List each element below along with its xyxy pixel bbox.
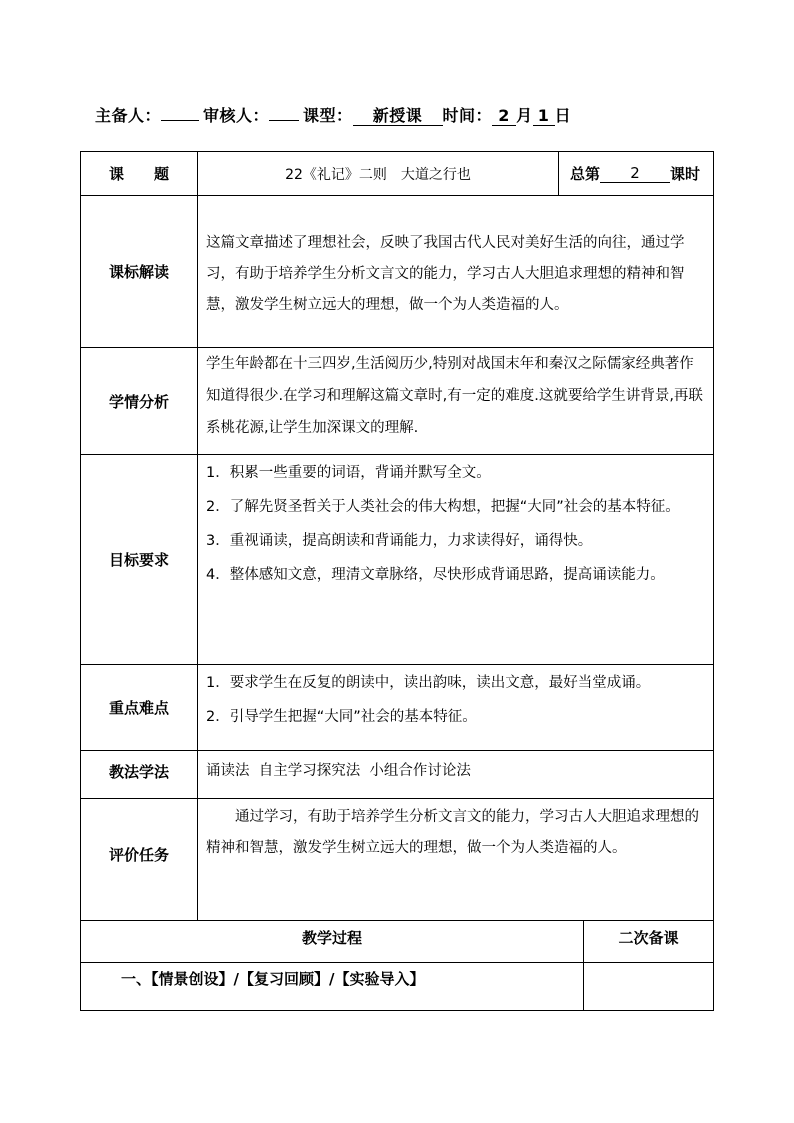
lesson-type-field[interactable]: 新授课 <box>353 107 443 126</box>
second-prep-cell[interactable] <box>584 963 713 1010</box>
time-label: 时间： <box>442 106 493 125</box>
key-point-item: 1．要求学生在反复的朗读中，读出韵味，读出文意，最好当堂成诵。 <box>206 675 651 691</box>
key-points-label: 重点难点 <box>108 699 169 717</box>
evaluation-label: 评价任务 <box>108 845 169 864</box>
preparer-field[interactable] <box>161 120 199 121</box>
total-lesson-field[interactable]: 2 <box>600 164 670 183</box>
goals-label: 目标要求 <box>108 551 169 569</box>
goal-item: 3．重视诵读，提高朗读和背诵能力，力求读得好，诵得快。 <box>206 533 593 549</box>
document-header <box>95 103 571 126</box>
day-field[interactable]: 1 <box>533 107 555 126</box>
total-prefix: 总第 <box>570 165 601 183</box>
month-label: 月 <box>516 106 533 125</box>
preparer-label: 主备人： <box>95 106 162 125</box>
topic-label: 课 题 <box>108 165 169 183</box>
standard-content <box>198 226 713 344</box>
topic-title: 22《礼记》二则 大道之行也 <box>285 166 471 183</box>
key-points-content <box>198 667 713 749</box>
first-step-heading: 一、【情景创设】/【复习回顾】/【实验导入】 <box>121 969 425 988</box>
goals-content <box>198 457 713 662</box>
goal-item: 2．了解先贤圣哲关于人类社会的伟大构想，把握“大同”社会的基本特征。 <box>206 499 680 515</box>
total-suffix: 课时 <box>670 165 701 183</box>
total-lesson-count <box>570 152 713 195</box>
students-label: 学情分析 <box>108 392 169 411</box>
process-header: 教学过程 <box>301 929 362 947</box>
standard-label: 课标解读 <box>108 263 169 281</box>
methods-text: 诵读法 自主学习探究法 小组合作讨论法 <box>206 763 471 779</box>
month-field[interactable]: 2 <box>492 107 516 126</box>
standard-text: 这篇文章描述了理想社会，反映了我国古代人民对美好生活的向往，通过学习，有助于培养学生分析文言文的能力，学习古人大胆追求理想的精神和智慧，激发学生树立远大的理想，做一个为人类造福的人。 <box>206 235 685 313</box>
second-prep-header: 二次备课 <box>618 929 679 947</box>
students-text: 学生年龄都在十三四岁,生活阅历少,特别对战国末年和秦汉之际儒家经典著作知道得很少.在学习和理解这篇文章时,有一定的难度.这就要给学生讲背景,再联系桃花源,让学生加深课文的理解. <box>206 356 703 436</box>
methods-label: 教法学法 <box>108 762 169 781</box>
students-content <box>198 346 713 452</box>
reviewer-label: 审核人： <box>203 106 270 125</box>
evaluation-text: 通过学习，有助于培养学生分析文言文的能力，学习古人大胆追求理想的精神和智慧，激发学生树立远大的理想，做一个为人类造福的人。 <box>206 809 699 856</box>
goal-item: 4．整体感知文意，理清文章脉络，尽快形成背诵思路，提高诵读能力。 <box>206 567 665 583</box>
day-label: 日 <box>554 106 572 125</box>
reviewer-field[interactable] <box>269 120 299 121</box>
lesson-type-label: 课型： <box>303 106 353 125</box>
goal-item: 1．积累一些重要的词语，背诵并默写全文。 <box>206 465 491 481</box>
key-point-item: 2．引导学生把握“大同”社会的基本特征。 <box>206 709 477 725</box>
evaluation-content <box>198 800 713 918</box>
